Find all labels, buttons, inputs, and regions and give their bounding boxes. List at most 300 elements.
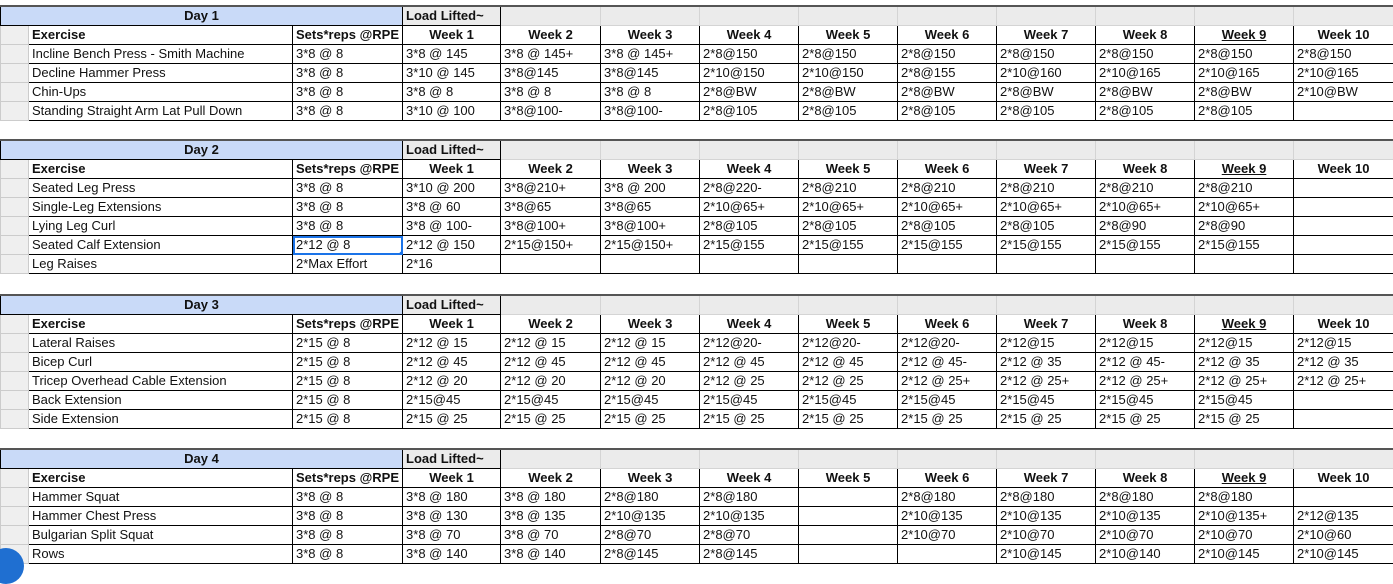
load-cell[interactable] (1195, 255, 1294, 274)
week-header[interactable]: Week 4 (700, 469, 799, 488)
load-cell[interactable]: 3*10 @ 100 (403, 102, 501, 121)
load-cell[interactable]: 2*10@70 (997, 526, 1096, 545)
load-cell[interactable]: 2*10@70 (898, 526, 997, 545)
load-cell[interactable]: 2*15@155 (799, 236, 898, 255)
load-cell[interactable]: 3*8@100- (501, 102, 601, 121)
load-cell[interactable]: 2*15@155 (1096, 236, 1195, 255)
empty-cell[interactable] (997, 449, 1096, 469)
load-cell[interactable]: 2*10@65+ (799, 198, 898, 217)
week-header[interactable]: Week 10 (1294, 469, 1393, 488)
load-cell[interactable]: 2*8@180 (1195, 488, 1294, 507)
load-cell[interactable]: 2*8@210 (1195, 179, 1294, 198)
week-header[interactable]: Week 7 (997, 160, 1096, 179)
sets-cell[interactable]: 3*8 @ 8 (293, 45, 403, 64)
load-cell[interactable]: 2*10@165 (1294, 64, 1393, 83)
load-cell[interactable] (1294, 391, 1393, 410)
load-cell[interactable]: 2*12 @ 150 (403, 236, 501, 255)
load-cell[interactable] (700, 255, 799, 274)
exercise-name-cell[interactable]: Bulgarian Split Squat (29, 526, 293, 545)
load-cell[interactable] (1294, 488, 1393, 507)
day-title[interactable]: Day 4 (1, 449, 403, 469)
load-cell[interactable]: 2*8@180 (700, 488, 799, 507)
load-cell[interactable]: 2*15@45 (601, 391, 700, 410)
load-cell[interactable]: 2*15@45 (403, 391, 501, 410)
exercise-name-cell[interactable]: Seated Calf Extension (29, 236, 293, 255)
load-cell[interactable] (799, 488, 898, 507)
load-cell[interactable]: 2*10@160 (997, 64, 1096, 83)
row-header[interactable] (1, 334, 29, 353)
load-cell[interactable]: 2*15@45 (501, 391, 601, 410)
empty-cell[interactable] (1195, 6, 1294, 26)
load-cell[interactable]: 2*12 @ 25+ (1195, 372, 1294, 391)
empty-cell[interactable] (601, 295, 700, 315)
week-header[interactable]: Week 3 (601, 469, 700, 488)
empty-cell[interactable] (1096, 295, 1195, 315)
exercise-name-cell[interactable]: Hammer Squat (29, 488, 293, 507)
load-cell[interactable]: 2*10@145 (997, 545, 1096, 564)
load-cell[interactable]: 2*10@70 (1096, 526, 1195, 545)
load-cell[interactable]: 2*12 @ 25+ (997, 372, 1096, 391)
load-cell[interactable]: 2*15@150+ (601, 236, 700, 255)
week-header[interactable]: Week 1 (403, 469, 501, 488)
load-cell[interactable] (799, 255, 898, 274)
load-cell[interactable]: 2*15 @ 25 (700, 410, 799, 429)
exercise-name-cell[interactable]: Rows (29, 545, 293, 564)
row-header[interactable] (1, 83, 29, 102)
load-cell[interactable]: 2*12@15 (1294, 334, 1393, 353)
row-header[interactable] (1, 526, 29, 545)
load-cell[interactable]: 2*8@155 (898, 64, 997, 83)
sets-header[interactable]: Sets*reps @RPE (293, 315, 403, 334)
load-cell[interactable]: 2*12 @ 25+ (898, 372, 997, 391)
load-cell[interactable]: 3*8 @ 145 (403, 45, 501, 64)
load-cell[interactable]: 2*10@135+ (1195, 507, 1294, 526)
load-cell[interactable]: 2*10@135 (601, 507, 700, 526)
week-header[interactable]: Week 1 (403, 26, 501, 45)
load-cell[interactable]: 2*12 @ 35 (997, 353, 1096, 372)
load-cell[interactable] (898, 255, 997, 274)
load-cell[interactable]: 2*10@135 (1096, 507, 1195, 526)
load-cell[interactable]: 2*15 @ 25 (898, 410, 997, 429)
week-header[interactable]: Week 3 (601, 26, 700, 45)
week-header[interactable]: Week 5 (799, 315, 898, 334)
exercise-name-cell[interactable]: Side Extension (29, 410, 293, 429)
load-cell[interactable]: 3*8 @ 180 (501, 488, 601, 507)
week-header[interactable]: Week 7 (997, 469, 1096, 488)
load-cell[interactable]: 3*8@145 (601, 64, 700, 83)
week-header[interactable]: Week 1 (403, 315, 501, 334)
load-cell[interactable]: 2*12 @ 20 (501, 372, 601, 391)
load-cell[interactable]: 2*16 (403, 255, 501, 274)
sets-header[interactable]: Sets*reps @RPE (293, 160, 403, 179)
row-header[interactable] (1, 488, 29, 507)
load-cell[interactable]: 2*10@135 (898, 507, 997, 526)
sets-cell[interactable]: 3*8 @ 8 (293, 545, 403, 564)
row-header[interactable] (1, 469, 29, 488)
day-title[interactable]: Day 2 (1, 140, 403, 160)
load-lifted-label[interactable]: Load Lifted~ (403, 295, 501, 315)
load-cell[interactable]: 3*8 @ 145+ (501, 45, 601, 64)
load-lifted-label[interactable]: Load Lifted~ (403, 6, 501, 26)
exercise-name-cell[interactable]: Hammer Chest Press (29, 507, 293, 526)
load-cell[interactable]: 2*12@15 (1096, 334, 1195, 353)
week-header[interactable]: Week 10 (1294, 160, 1393, 179)
week-header[interactable]: Week 2 (501, 315, 601, 334)
week-header[interactable]: Week 6 (898, 26, 997, 45)
load-cell[interactable]: 2*10@150 (799, 64, 898, 83)
load-cell[interactable] (1294, 255, 1393, 274)
load-cell[interactable]: 3*8 @ 70 (403, 526, 501, 545)
sets-cell[interactable]: 2*12 @ 8 (293, 236, 403, 255)
exercise-name-cell[interactable]: Seated Leg Press (29, 179, 293, 198)
load-cell[interactable] (501, 255, 601, 274)
exercise-name-cell[interactable]: Back Extension (29, 391, 293, 410)
exercise-name-cell[interactable]: Lateral Raises (29, 334, 293, 353)
load-cell[interactable]: 2*10@135 (997, 507, 1096, 526)
load-cell[interactable]: 2*12 @ 20 (601, 372, 700, 391)
load-cell[interactable]: 3*10 @ 145 (403, 64, 501, 83)
load-cell[interactable]: 3*8 @ 145+ (601, 45, 700, 64)
empty-cell[interactable] (898, 140, 997, 160)
load-cell[interactable]: 2*12 @ 15 (601, 334, 700, 353)
week-header[interactable]: Week 4 (700, 315, 799, 334)
load-cell[interactable]: 3*8@100+ (601, 217, 700, 236)
load-cell[interactable]: 3*8@145 (501, 64, 601, 83)
load-cell[interactable]: 2*8@105 (997, 217, 1096, 236)
load-cell[interactable]: 2*8@105 (700, 102, 799, 121)
row-header[interactable] (1, 391, 29, 410)
sets-cell[interactable]: 3*8 @ 8 (293, 507, 403, 526)
load-cell[interactable]: 2*10@145 (1294, 545, 1393, 564)
load-cell[interactable]: 2*8@150 (1195, 45, 1294, 64)
load-cell[interactable]: 2*15@45 (799, 391, 898, 410)
empty-cell[interactable] (501, 140, 601, 160)
load-cell[interactable]: 3*8@100+ (501, 217, 601, 236)
load-cell[interactable] (1294, 198, 1393, 217)
load-cell[interactable] (799, 526, 898, 545)
row-header[interactable] (1, 198, 29, 217)
load-cell[interactable]: 2*15 @ 25 (601, 410, 700, 429)
row-header[interactable] (1, 217, 29, 236)
week-header[interactable]: Week 7 (997, 315, 1096, 334)
load-cell[interactable]: 2*10@145 (1195, 545, 1294, 564)
row-header[interactable] (1, 410, 29, 429)
load-cell[interactable]: 2*8@70 (601, 526, 700, 545)
load-cell[interactable]: 2*12 @ 25+ (1294, 372, 1393, 391)
row-header[interactable] (1, 236, 29, 255)
load-cell[interactable]: 2*15@150+ (501, 236, 601, 255)
week-header[interactable]: Week 8 (1096, 26, 1195, 45)
sets-cell[interactable]: 2*15 @ 8 (293, 334, 403, 353)
empty-cell[interactable] (1294, 449, 1393, 469)
week-header[interactable]: Week 8 (1096, 160, 1195, 179)
load-cell[interactable]: 2*10@135 (700, 507, 799, 526)
load-cell[interactable]: 3*10 @ 200 (403, 179, 501, 198)
week-header[interactable]: Week 2 (501, 160, 601, 179)
load-cell[interactable]: 2*15 @ 25 (501, 410, 601, 429)
load-cell[interactable]: 2*10@60 (1294, 526, 1393, 545)
load-cell[interactable]: 3*8 @ 140 (501, 545, 601, 564)
load-cell[interactable]: 2*8@150 (1096, 45, 1195, 64)
empty-cell[interactable] (799, 140, 898, 160)
load-cell[interactable]: 3*8 @ 180 (403, 488, 501, 507)
load-cell[interactable]: 2*8@BW (799, 83, 898, 102)
exercise-header[interactable]: Exercise (29, 469, 293, 488)
load-cell[interactable]: 2*12 @ 45 (700, 353, 799, 372)
load-cell[interactable]: 2*8@105 (1195, 102, 1294, 121)
load-cell[interactable]: 2*12 @ 45- (1096, 353, 1195, 372)
load-cell[interactable]: 2*12@20- (700, 334, 799, 353)
sets-cell[interactable]: 3*8 @ 8 (293, 64, 403, 83)
empty-cell[interactable] (1096, 6, 1195, 26)
empty-cell[interactable] (700, 295, 799, 315)
load-cell[interactable]: 2*8@105 (1096, 102, 1195, 121)
load-cell[interactable]: 2*12@20- (799, 334, 898, 353)
empty-cell[interactable] (997, 295, 1096, 315)
load-cell[interactable] (799, 545, 898, 564)
load-cell[interactable]: 2*10@BW (1294, 83, 1393, 102)
week-header[interactable]: Week 9 (1195, 26, 1294, 45)
load-cell[interactable]: 2*15@45 (997, 391, 1096, 410)
load-cell[interactable]: 2*15@155 (997, 236, 1096, 255)
load-cell[interactable]: 2*10@140 (1096, 545, 1195, 564)
load-cell[interactable]: 2*12 @ 15 (403, 334, 501, 353)
load-cell[interactable]: 3*8@65 (601, 198, 700, 217)
load-cell[interactable]: 3*8 @ 135 (501, 507, 601, 526)
empty-cell[interactable] (799, 449, 898, 469)
load-cell[interactable] (1294, 217, 1393, 236)
load-cell[interactable]: 2*8@210 (898, 179, 997, 198)
load-cell[interactable] (1294, 410, 1393, 429)
empty-cell[interactable] (1195, 140, 1294, 160)
empty-cell[interactable] (799, 295, 898, 315)
load-cell[interactable]: 2*8@105 (799, 102, 898, 121)
empty-cell[interactable] (601, 6, 700, 26)
week-header[interactable]: Week 9 (1195, 315, 1294, 334)
load-cell[interactable]: 2*15@45 (1096, 391, 1195, 410)
empty-cell[interactable] (501, 449, 601, 469)
load-cell[interactable]: 3*8 @ 8 (403, 83, 501, 102)
day-title[interactable]: Day 3 (1, 295, 403, 315)
load-cell[interactable] (1294, 179, 1393, 198)
empty-cell[interactable] (898, 6, 997, 26)
empty-cell[interactable] (601, 140, 700, 160)
load-cell[interactable]: 2*8@145 (700, 545, 799, 564)
exercise-name-cell[interactable]: Bicep Curl (29, 353, 293, 372)
exercise-name-cell[interactable]: Decline Hammer Press (29, 64, 293, 83)
week-header[interactable]: Week 10 (1294, 26, 1393, 45)
load-cell[interactable]: 2*8@145 (601, 545, 700, 564)
load-cell[interactable]: 2*8@105 (898, 217, 997, 236)
load-cell[interactable]: 2*12@15 (1195, 334, 1294, 353)
load-cell[interactable]: 2*15@155 (700, 236, 799, 255)
load-cell[interactable]: 2*12 @ 25+ (1096, 372, 1195, 391)
load-cell[interactable]: 2*15@45 (1195, 391, 1294, 410)
row-header[interactable] (1, 255, 29, 274)
week-header[interactable]: Week 1 (403, 160, 501, 179)
exercise-name-cell[interactable]: Tricep Overhead Cable Extension (29, 372, 293, 391)
load-cell[interactable]: 2*15@155 (898, 236, 997, 255)
load-cell[interactable]: 2*10@65+ (700, 198, 799, 217)
empty-cell[interactable] (501, 6, 601, 26)
row-header[interactable] (1, 102, 29, 121)
empty-cell[interactable] (1294, 140, 1393, 160)
load-cell[interactable]: 3*8 @ 8 (501, 83, 601, 102)
sets-header[interactable]: Sets*reps @RPE (293, 26, 403, 45)
empty-cell[interactable] (1195, 449, 1294, 469)
exercise-name-cell[interactable]: Standing Straight Arm Lat Pull Down (29, 102, 293, 121)
load-cell[interactable]: 2*8@105 (799, 217, 898, 236)
sets-cell[interactable]: 2*15 @ 8 (293, 410, 403, 429)
sets-cell[interactable]: 3*8 @ 8 (293, 179, 403, 198)
load-cell[interactable]: 2*10@65+ (997, 198, 1096, 217)
exercise-header[interactable]: Exercise (29, 160, 293, 179)
load-cell[interactable]: 2*10@65+ (898, 198, 997, 217)
empty-cell[interactable] (1096, 140, 1195, 160)
row-header[interactable] (1, 372, 29, 391)
day-title[interactable]: Day 1 (1, 6, 403, 26)
load-cell[interactable]: 2*15 @ 25 (403, 410, 501, 429)
load-cell[interactable]: 2*10@165 (1096, 64, 1195, 83)
empty-cell[interactable] (997, 140, 1096, 160)
sets-cell[interactable]: 3*8 @ 8 (293, 488, 403, 507)
load-cell[interactable]: 2*12 @ 35 (1195, 353, 1294, 372)
sets-cell[interactable]: 2*15 @ 8 (293, 391, 403, 410)
row-header[interactable] (1, 45, 29, 64)
load-cell[interactable] (1096, 255, 1195, 274)
sets-cell[interactable]: 3*8 @ 8 (293, 526, 403, 545)
exercise-name-cell[interactable]: Chin-Ups (29, 83, 293, 102)
week-header[interactable]: Week 7 (997, 26, 1096, 45)
load-cell[interactable] (601, 255, 700, 274)
row-header[interactable] (1, 160, 29, 179)
empty-cell[interactable] (1195, 295, 1294, 315)
week-header[interactable]: Week 9 (1195, 160, 1294, 179)
load-cell[interactable]: 2*8@210 (799, 179, 898, 198)
load-cell[interactable]: 2*12 @ 45 (501, 353, 601, 372)
week-header[interactable]: Week 6 (898, 315, 997, 334)
load-cell[interactable]: 2*12 @ 15 (501, 334, 601, 353)
load-cell[interactable] (1294, 236, 1393, 255)
load-cell[interactable]: 3*8 @ 200 (601, 179, 700, 198)
load-cell[interactable]: 2*12 @ 25 (799, 372, 898, 391)
row-header[interactable] (1, 64, 29, 83)
row-header[interactable] (1, 353, 29, 372)
load-cell[interactable]: 2*8@BW (1096, 83, 1195, 102)
load-cell[interactable]: 2*8@90 (1096, 217, 1195, 236)
load-cell[interactable]: 2*8@150 (1294, 45, 1393, 64)
load-cell[interactable]: 2*15@45 (898, 391, 997, 410)
load-cell[interactable] (1294, 102, 1393, 121)
empty-cell[interactable] (700, 140, 799, 160)
week-header[interactable]: Week 5 (799, 26, 898, 45)
exercise-name-cell[interactable]: Lying Leg Curl (29, 217, 293, 236)
week-header[interactable]: Week 5 (799, 469, 898, 488)
load-cell[interactable]: 2*12@135 (1294, 507, 1393, 526)
fill-handle[interactable] (399, 251, 403, 255)
load-cell[interactable] (799, 507, 898, 526)
load-cell[interactable]: 2*8@150 (799, 45, 898, 64)
load-cell[interactable]: 2*8@BW (1195, 83, 1294, 102)
exercise-name-cell[interactable]: Incline Bench Press - Smith Machine (29, 45, 293, 64)
exercise-name-cell[interactable]: Single-Leg Extensions (29, 198, 293, 217)
load-cell[interactable]: 2*12 @ 25 (700, 372, 799, 391)
sets-cell[interactable]: 2*15 @ 8 (293, 353, 403, 372)
empty-cell[interactable] (898, 295, 997, 315)
load-cell[interactable]: 2*15 @ 25 (1096, 410, 1195, 429)
load-cell[interactable] (898, 545, 997, 564)
load-cell[interactable]: 3*8 @ 130 (403, 507, 501, 526)
load-cell[interactable]: 2*10@150 (700, 64, 799, 83)
week-header[interactable]: Week 5 (799, 160, 898, 179)
load-cell[interactable]: 2*8@105 (997, 102, 1096, 121)
load-cell[interactable]: 2*8@180 (898, 488, 997, 507)
week-header[interactable]: Week 10 (1294, 315, 1393, 334)
empty-cell[interactable] (700, 6, 799, 26)
week-header[interactable]: Week 4 (700, 160, 799, 179)
load-cell[interactable]: 2*12 @ 45 (403, 353, 501, 372)
week-header[interactable]: Week 2 (501, 26, 601, 45)
week-header[interactable]: Week 6 (898, 160, 997, 179)
load-cell[interactable]: 2*12 @ 20 (403, 372, 501, 391)
load-cell[interactable]: 2*8@150 (700, 45, 799, 64)
load-cell[interactable]: 2*8@210 (1096, 179, 1195, 198)
week-header[interactable]: Week 8 (1096, 469, 1195, 488)
load-cell[interactable]: 2*8@150 (997, 45, 1096, 64)
load-cell[interactable]: 2*8@70 (700, 526, 799, 545)
empty-cell[interactable] (501, 295, 601, 315)
load-cell[interactable]: 3*8@210+ (501, 179, 601, 198)
load-cell[interactable]: 2*10@65+ (1096, 198, 1195, 217)
row-header[interactable] (1, 507, 29, 526)
load-cell[interactable]: 2*10@65+ (1195, 198, 1294, 217)
load-cell[interactable]: 2*8@180 (601, 488, 700, 507)
load-cell[interactable]: 3*8 @ 100- (403, 217, 501, 236)
load-cell[interactable]: 2*15@155 (1195, 236, 1294, 255)
load-cell[interactable]: 3*8 @ 70 (501, 526, 601, 545)
load-cell[interactable] (997, 255, 1096, 274)
load-cell[interactable]: 2*8@90 (1195, 217, 1294, 236)
load-lifted-label[interactable]: Load Lifted~ (403, 449, 501, 469)
empty-cell[interactable] (799, 6, 898, 26)
load-cell[interactable]: 2*15 @ 25 (799, 410, 898, 429)
sets-cell[interactable]: 2*Max Effort (293, 255, 403, 274)
sets-cell[interactable]: 3*8 @ 8 (293, 198, 403, 217)
load-cell[interactable]: 2*8@210 (997, 179, 1096, 198)
week-header[interactable]: Week 3 (601, 160, 700, 179)
week-header[interactable]: Week 2 (501, 469, 601, 488)
sets-cell[interactable]: 3*8 @ 8 (293, 217, 403, 236)
row-header[interactable] (1, 179, 29, 198)
load-cell[interactable]: 2*12 @ 45- (898, 353, 997, 372)
load-cell[interactable]: 2*12 @ 45 (601, 353, 700, 372)
load-cell[interactable]: 2*8@BW (700, 83, 799, 102)
week-header[interactable]: Week 3 (601, 315, 700, 334)
sets-cell[interactable]: 3*8 @ 8 (293, 102, 403, 121)
load-cell[interactable]: 2*8@105 (898, 102, 997, 121)
load-cell[interactable]: 2*15 @ 25 (1195, 410, 1294, 429)
load-cell[interactable]: 3*8@100- (601, 102, 700, 121)
empty-cell[interactable] (1294, 295, 1393, 315)
sets-cell[interactable]: 2*15 @ 8 (293, 372, 403, 391)
load-cell[interactable]: 2*12@15 (997, 334, 1096, 353)
load-cell[interactable]: 2*10@70 (1195, 526, 1294, 545)
load-cell[interactable]: 3*8@65 (501, 198, 601, 217)
row-header[interactable] (1, 315, 29, 334)
week-header[interactable]: Week 8 (1096, 315, 1195, 334)
exercise-header[interactable]: Exercise (29, 26, 293, 45)
load-cell[interactable]: 2*12 @ 35 (1294, 353, 1393, 372)
